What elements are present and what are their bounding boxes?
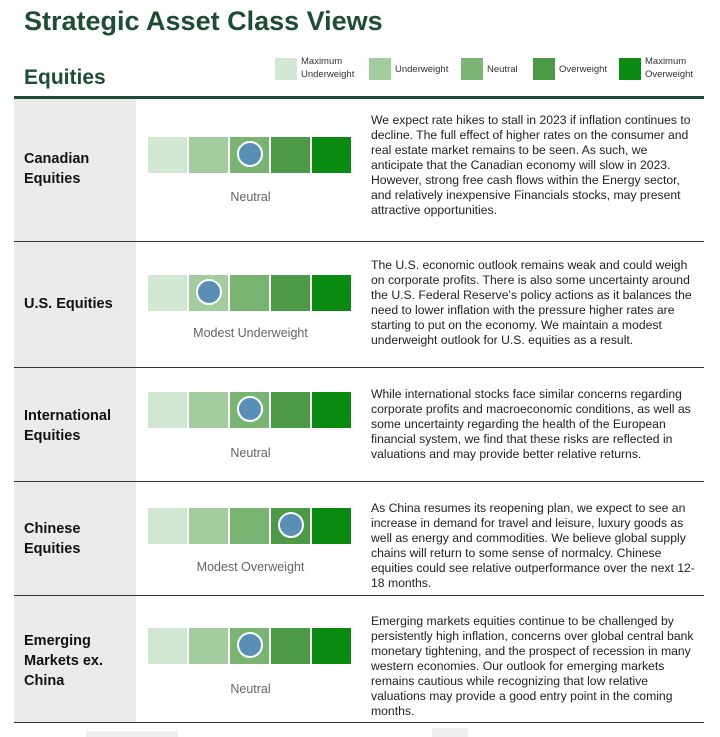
- scale-cell-overweight: [271, 628, 310, 664]
- scale-cell-maximum-overweight: [312, 275, 351, 311]
- rating-marker: [237, 396, 263, 422]
- scale-cell-maximum-underweight: [148, 628, 187, 664]
- scale-cell-neutral: [230, 508, 269, 544]
- rating-marker: [237, 141, 263, 167]
- rating-marker: [196, 279, 222, 305]
- rating-label: Neutral: [230, 682, 271, 696]
- rating-label: Modest Overweight: [196, 560, 305, 574]
- scale-cell-underweight: [189, 628, 228, 664]
- rating-scale: [148, 628, 353, 664]
- scale-cell-neutral: [230, 275, 269, 311]
- rating-label: Modest Underweight: [193, 326, 308, 340]
- table-row-canadian-equities: [14, 99, 704, 242]
- row-label: Emerging Markets ex. China: [24, 633, 103, 689]
- legend-swatch: [533, 58, 555, 80]
- table-row-us-equities: [14, 242, 704, 368]
- footer-fragment: [432, 728, 468, 737]
- scale-cell-maximum-overweight: [312, 137, 351, 173]
- scale-cell-maximum-underweight: [148, 392, 187, 428]
- table-row-international-equities: [14, 368, 704, 482]
- table-row-chinese-equities: [14, 482, 704, 596]
- scale-cell-overweight: [271, 275, 310, 311]
- scale-cell-maximum-underweight: [148, 508, 187, 544]
- legend-label: Maximum Underweight: [301, 56, 355, 80]
- scale-cell-maximum-overweight: [312, 392, 351, 428]
- rating-label: Neutral: [230, 190, 271, 204]
- legend-swatch: [369, 58, 391, 80]
- table-row-emerging-markets-ex-china: [14, 596, 704, 723]
- footer-fragment: [86, 731, 178, 737]
- legend-label: Overweight: [559, 64, 608, 75]
- rating-marker: [278, 512, 304, 538]
- row-label: Chinese Equities: [24, 521, 81, 557]
- scale-cell-underweight: [189, 508, 228, 544]
- scale-cell-underweight: [189, 392, 228, 428]
- legend-label: Underweight: [395, 64, 449, 75]
- section-title: Equities: [24, 66, 106, 89]
- legend-swatch: [461, 58, 483, 80]
- row-description: While international stocks face similar concerns regarding corporate profits and macroeconomic conditions, as well as some uncertainty regarding the health of the European financial system, we find that these risks are reflected in valuations and may provide better relative returns.: [371, 387, 691, 461]
- scale-cell-underweight: [189, 137, 228, 173]
- scale-cell-maximum-underweight: [148, 137, 187, 173]
- scale-cell-overweight: [271, 137, 310, 173]
- row-label: International Equities: [24, 408, 112, 444]
- row-description: As China resumes its reopening plan, we expect to see an increase in demand for travel and leisure, luxury goods as well as energy and commodities. We believe global supply chains will return to some sense of normalcy. Chinese equities could see relative outperformance over the next 12-18 months.: [371, 501, 695, 590]
- row-description: The U.S. economic outlook remains weak and could weigh on corporate profits. There is also some uncertainty around the U.S. Federal Reserve's policy actions as it balances the need to lower inflation with the pressure higher rates are starting to put on the economy. We maintain a modest underweight outlook for U.S. equities as a result.: [371, 258, 692, 347]
- row-description: Emerging markets equities continue to be challenged by persistently high inflation, concerns over global central bank monetary tightening, and the prospect of recession in many western economies. Our outlook for emerging markets remains cautious while recognizing that low relative valuations may provide a good entry point in the coming months.: [371, 614, 694, 718]
- legend-label: Neutral: [487, 64, 518, 75]
- row-description: We expect rate hikes to stall in 2023 if inflation continues to decline. The full effect of higher rates on the consumer and real estate market remains to be seen. As such, we anticipate that the Canadian economy will slow in 2023. However, strong free cash flows within the Energy sector, and relatively inexpensive Financials stocks, may present attractive opportunities.: [371, 113, 691, 217]
- legend-swatch: [619, 58, 641, 80]
- scale-cell-overweight: [271, 392, 310, 428]
- rating-scale: [148, 275, 353, 311]
- rating-scale: [148, 508, 353, 544]
- page-title: Strategic Asset Class Views: [24, 6, 383, 36]
- rating-label: Neutral: [230, 446, 271, 460]
- row-label: Canadian Equities: [24, 151, 90, 187]
- scale-cell-maximum-overweight: [312, 508, 351, 544]
- scale-cell-maximum-overweight: [312, 628, 351, 664]
- rating-scale: [148, 392, 353, 428]
- scale-cell-maximum-underweight: [148, 275, 187, 311]
- rating-scale: [148, 137, 353, 173]
- legend-swatch: [275, 58, 297, 80]
- rating-marker: [237, 632, 263, 658]
- row-label: U.S. Equities: [24, 296, 113, 312]
- legend-label: Maximum Overweight: [645, 56, 694, 80]
